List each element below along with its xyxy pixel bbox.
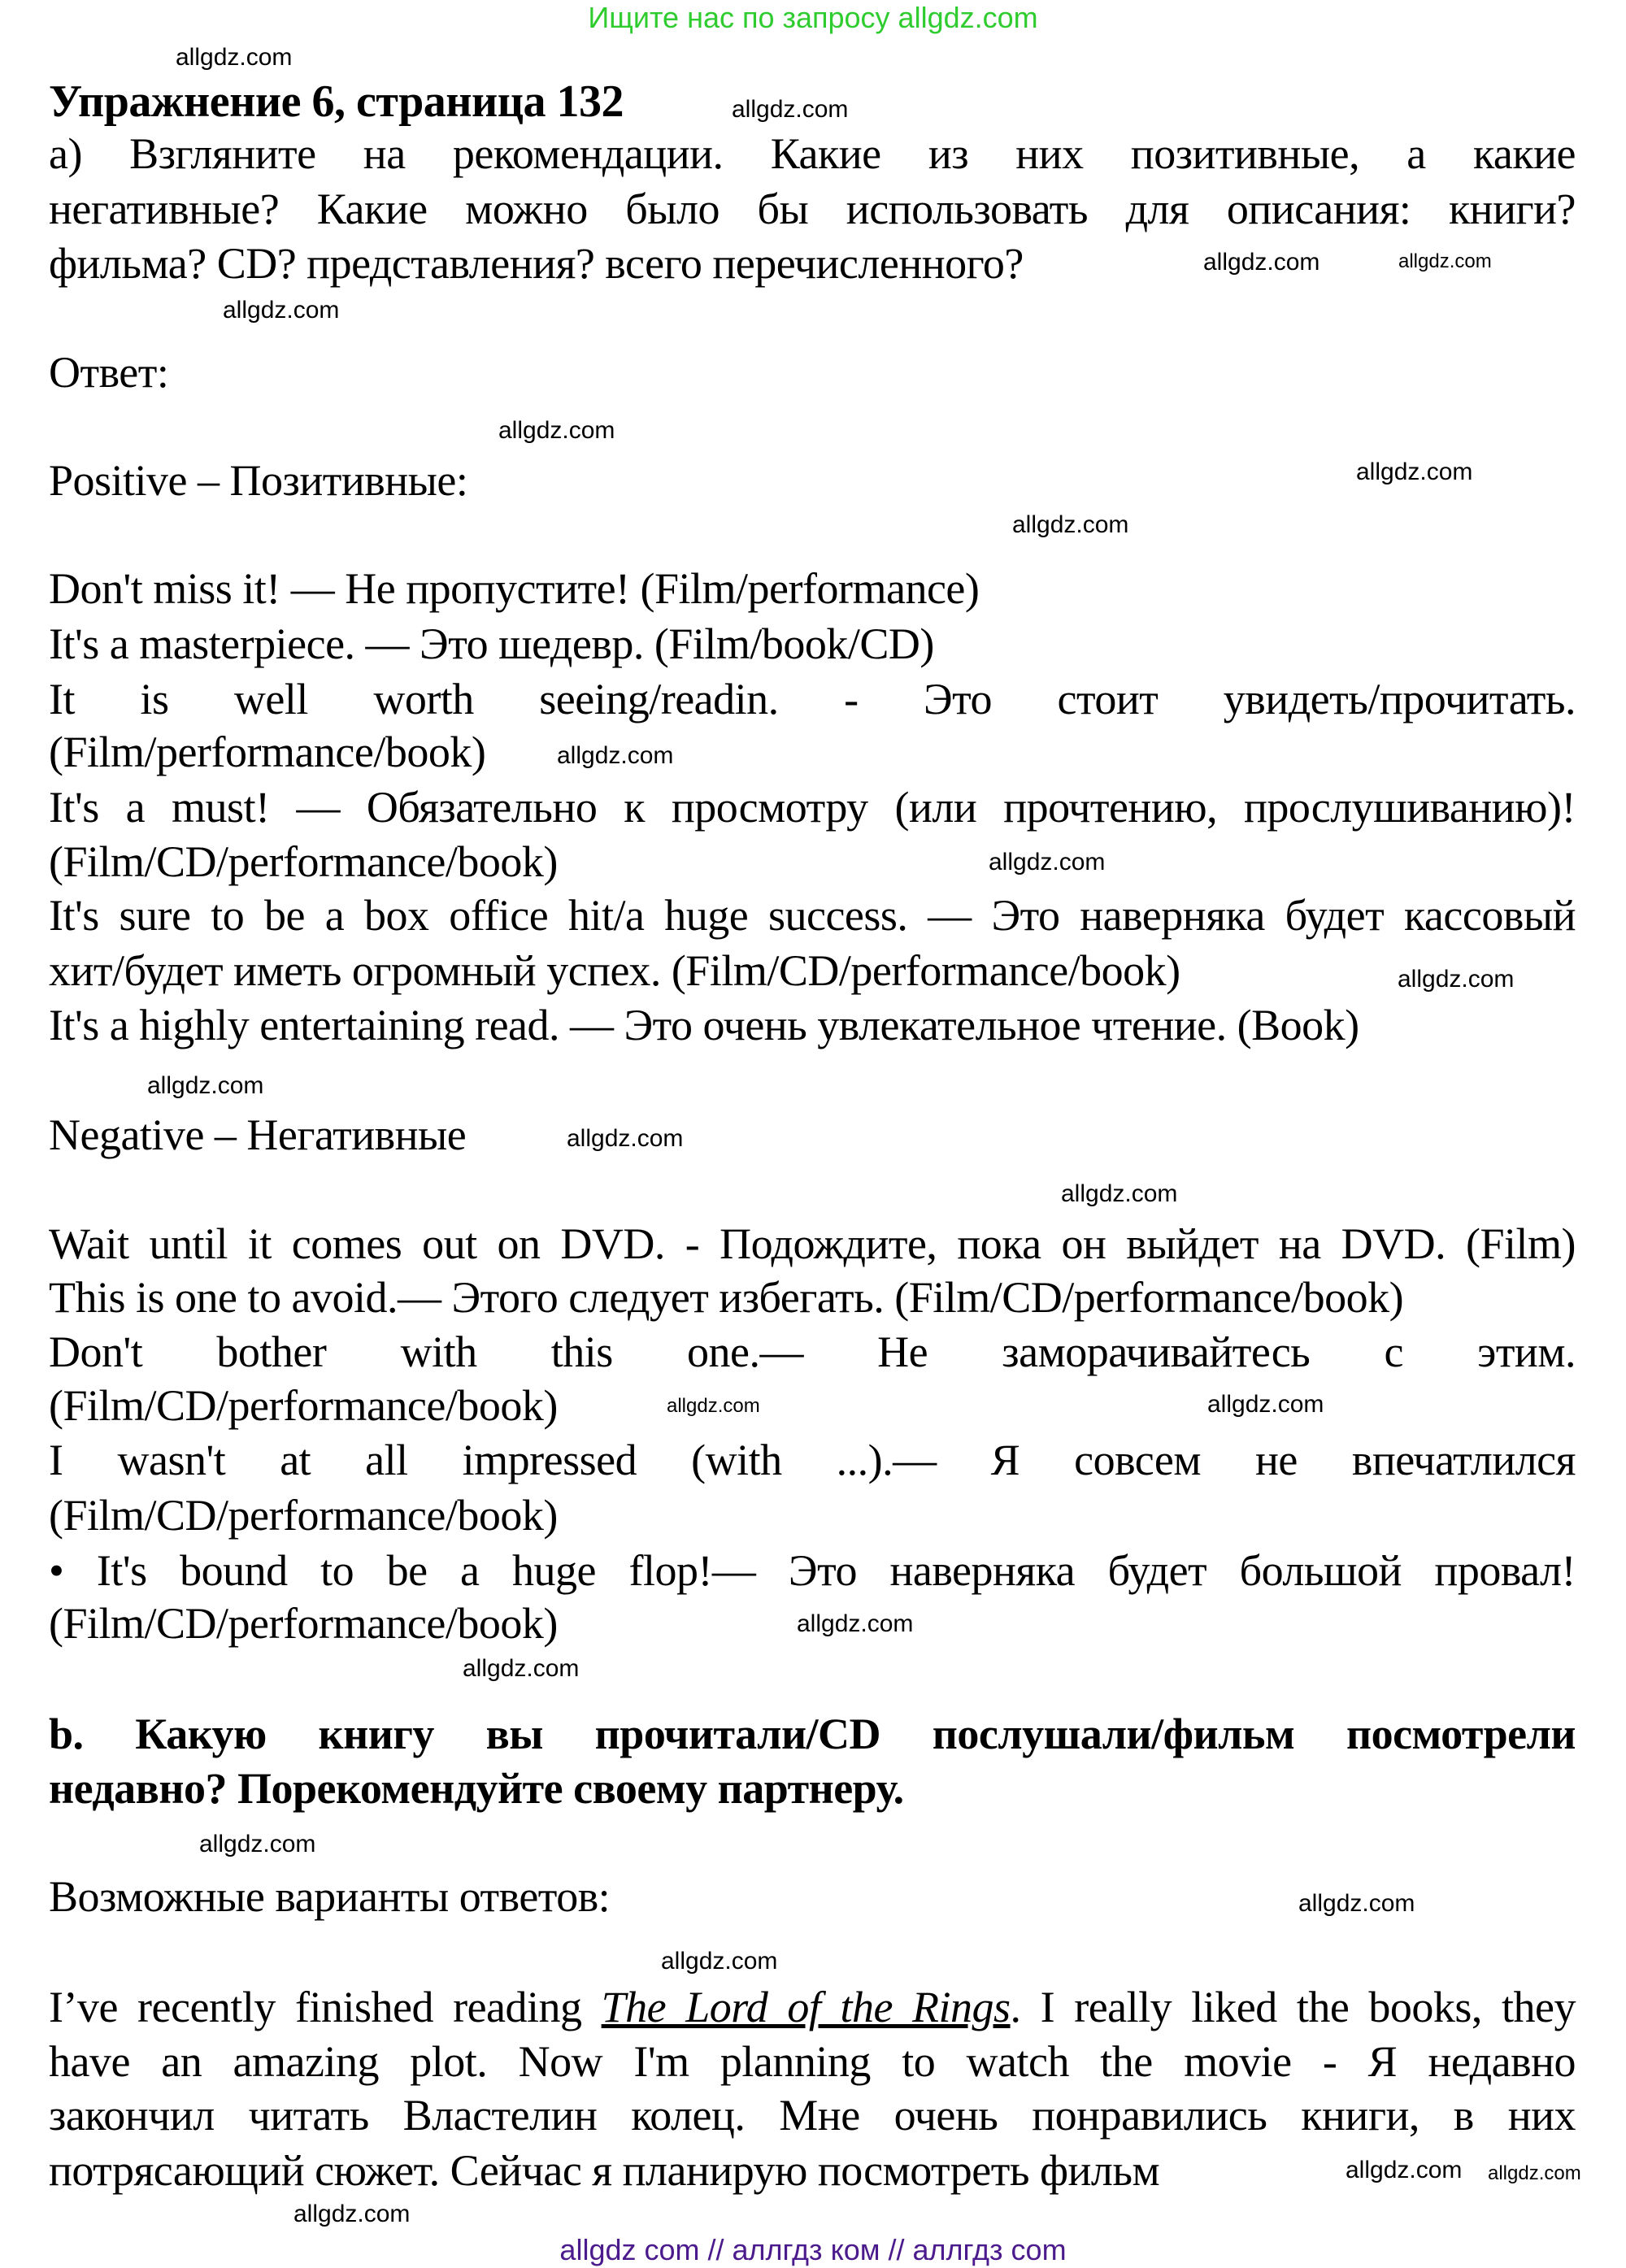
- positive-line: хит/будет иметь огромный успех. (Film/CD/performance/book): [49, 946, 1180, 995]
- watermark: allgdz.com: [732, 96, 849, 123]
- negative-heading: Negative – Негативные: [49, 1110, 467, 1159]
- positive-line: It's a highly entertaining read. — Это очень увлекательное чтение. (Book): [49, 1001, 1359, 1049]
- positive-line: It's a masterpiece. — Это шедевр. (Film/book/CD): [49, 619, 934, 668]
- positive-heading: Positive – Позитивные:: [49, 456, 468, 505]
- negative-line: • It's bound to be a huge flop!— Это наверняка будет большой провал!: [49, 1546, 1576, 1595]
- watermark: allgdz.com: [667, 1395, 760, 1417]
- variants-label: Возможные варианты ответов:: [49, 1872, 611, 1921]
- watermark: allgdz.com: [1203, 249, 1320, 276]
- watermark: allgdz.com: [797, 1610, 914, 1637]
- watermark: allgdz.com: [1061, 1180, 1178, 1207]
- watermark: allgdz.com: [1398, 250, 1492, 272]
- task-a-line: фильма? CD? представления? всего перечисленного?: [49, 239, 1024, 288]
- watermark: allgdz.com: [176, 44, 293, 71]
- negative-line: (Film/CD/performance/book): [49, 1381, 558, 1430]
- watermark: allgdz.com: [463, 1655, 580, 1682]
- positive-line: It's sure to be a box office hit/a huge success. — Это наверняка будет кассовый: [49, 891, 1576, 940]
- watermark: allgdz.com: [223, 297, 340, 324]
- negative-line: Wait until it comes out on DVD. - Подождите, пока он выйдет на DVD. (Film): [49, 1219, 1576, 1268]
- positive-line: (Film/CD/performance/book): [49, 837, 558, 886]
- example-line: [49, 1980, 1576, 2035]
- positive-line: Don't miss it! — Не пропустите! (Film/performance): [49, 564, 980, 613]
- task-a-line: негативные? Какие можно было бы использовать для описания: книги?: [49, 185, 1576, 233]
- negative-line: This is one to avoid.— Этого следует избегать. (Film/CD/performance/book): [49, 1273, 1404, 1322]
- watermark: allgdz.com: [557, 742, 674, 769]
- watermark: allgdz.com: [1207, 1391, 1324, 1418]
- watermark: allgdz.com: [199, 1831, 316, 1857]
- watermark: allgdz.com: [1012, 511, 1129, 538]
- example-line: have an amazing plot. Now I'm planning to watch the movie - Я недавно: [49, 2037, 1576, 2086]
- task-b-line: недавно? Порекомендуйте своему партнеру.: [49, 1764, 904, 1813]
- example-text: . I really liked the books, they: [1010, 1983, 1576, 2031]
- watermark: allgdz.com: [1346, 2157, 1463, 2183]
- watermark: allgdz.com: [498, 417, 615, 444]
- book-title: The Lord of the Rings: [601, 1983, 1011, 2031]
- watermark: allgdz.com: [147, 1072, 264, 1099]
- positive-line: It's a must! — Обязательно к просмотру (или прочтению, прослушиванию)!: [49, 783, 1576, 832]
- positive-line: It is well worth seeing/readin. - Это стоит увидеть/прочитать.: [49, 675, 1576, 723]
- example-line: закончил читать Властелин колец. Мне очень понравились книги, в них: [49, 2091, 1576, 2140]
- watermark: allgdz.com: [293, 2201, 411, 2227]
- negative-line: (Film/CD/performance/book): [49, 1491, 558, 1540]
- search-banner[interactable]: Ищите нас по запросу allgdz.com: [588, 1, 1038, 34]
- answer-label: Ответ:: [49, 348, 169, 397]
- watermark: allgdz.com: [1356, 458, 1473, 485]
- task-b-line: b. Какую книгу вы прочитали/CD послушали/фильм посмотрели: [49, 1710, 1576, 1758]
- negative-line: (Film/CD/performance/book): [49, 1599, 558, 1648]
- page-title: Упражнение 6, страница 132: [49, 76, 624, 127]
- watermark: allgdz.com: [661, 1948, 778, 1975]
- watermark: allgdz.com: [1398, 966, 1515, 993]
- watermark: allgdz.com: [567, 1125, 684, 1152]
- watermark: allgdz.com: [1488, 2162, 1581, 2184]
- negative-line: I wasn't at all impressed (with ...).— Я совсем не впечатлился: [49, 1436, 1576, 1484]
- example-line: потрясающий сюжет. Сейчас я планирую посмотреть фильм: [49, 2146, 1160, 2195]
- footer-links[interactable]: allgdz com // аллгдз ком // аллгдз com: [559, 2233, 1067, 2266]
- task-a-line: а) Взгляните на рекомендации. Какие из них позитивные, а какие: [49, 129, 1576, 178]
- positive-line: (Film/performance/book): [49, 728, 486, 776]
- negative-line: Don't bother with this one.— Не заморачивайтесь с этим.: [49, 1327, 1576, 1376]
- watermark: allgdz.com: [989, 849, 1106, 875]
- watermark: allgdz.com: [1298, 1890, 1415, 1917]
- example-text: I’ve recently finished reading: [49, 1983, 602, 2031]
